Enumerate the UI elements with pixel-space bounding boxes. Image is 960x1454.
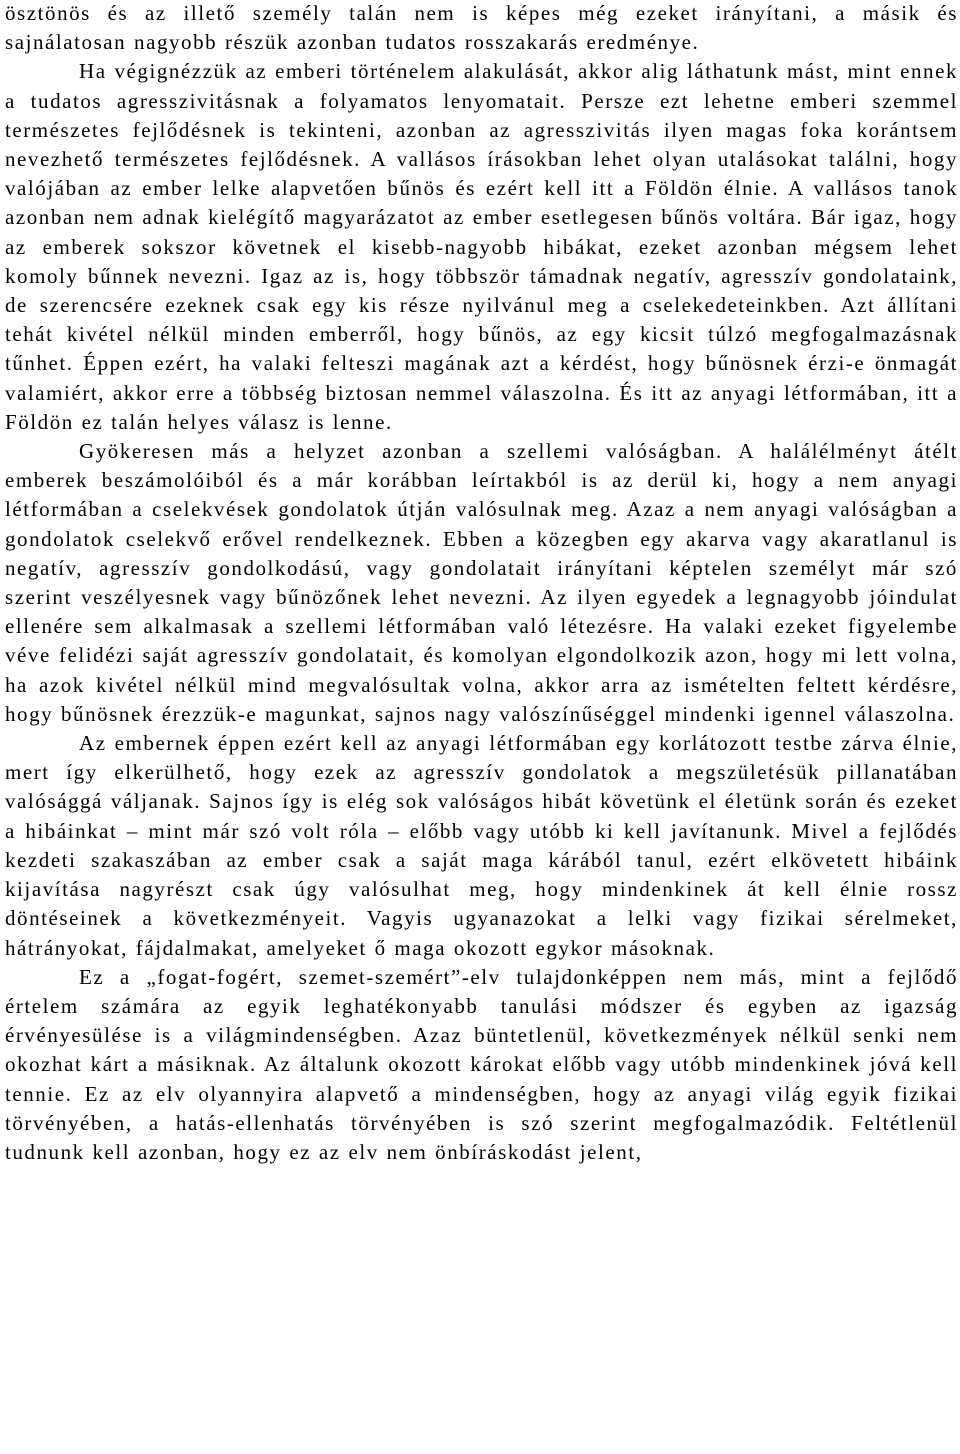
document-page: [5, 0, 958, 1167]
paragraph-2: Ha végignézzük az emberi történelem alakulását, akkor alig láthatunk mást, mint ennek a tudatos agresszivitásnak a folyamatos lenyomatait. Persze ezt lehetne emberi szemmel természetes fejlődésnek is tekinteni, azonban az agresszivitás ilyen magas foka korántsem nevezhető természetes fejlődésnek. A vallásos írásokban lehet olyan utalásokat találni, hogy valójában az ember lelke alapvetően bűnös és ezért kell itt a Földön élnie. A vallásos tanok azonban nem adnak kielégítő magyarázatot az ember esetlegesen bűnös voltára. Bár igaz, hogy az emberek sokszor követnek el kisebb-nagyobb hibákat, ezeket azonban mégsem lehet komoly bűnnek nevezni. Igaz az is, hogy többször támadnak negatív, agresszív gondolataink, de szerencsére ezeknek csak egy kis része nyilvánul meg a cselekedeteinkben. Azt állítani tehát kivétel nélkül minden emberről, hogy bűnös, az egy kicsit túlzó megfogalmazásnak tűnhet. Éppen ezért, ha valaki felteszi magának azt a kérdést, hogy bűnösnek érzi-e önmagát valamiért, akkor erre a többség biztosan nemmel válaszolna. És itt az anyagi létformában, itt a Földön ez talán helyes válasz is lenne.: [5, 59, 958, 434]
paragraph-5: Ez a „fogat-fogért, szemet-szemért”-elv tulajdonképpen nem más, mint a fejlődő értelem számára az egyik leghatékonyabb tanulási módszer és egyben az igazság érvényesülése is a világmindenségben. Azaz büntetlenül, következmények nélkül senki nem okozhat kárt a másiknak. Az általunk okozott károkat előbb vagy utóbb mindenkinek jóvá kell tennie. Ez az elv olyannyira alapvető a mindenségben, hogy az anyagi világ egyik fizikai törvényében, a hatás-ellenhatás törvényében is szó szerint megfogalmazódik. Feltétlenül tudnunk kell azonban, hogy ez az elv nem önbíráskodást jelent,: [5, 964, 958, 1164]
paragraph-4: Az embernek éppen ezért kell az anyagi létformában egy korlátozott testbe zárva élnie, mert így elkerülhető, hogy ezek az agresszív gondolatok a megszületésük pillanatában valósággá váljanak. Sajnos így is elég sok valóságos hibát követünk el életünk során és ezeket a hibáinkat – mint már szó volt róla – előbb vagy utóbb ki kell javítanunk. Mivel a fejlődés kezdeti szakaszában az ember csak a saját maga kárából tanul, ezért elkövetett hibáink kijavítása nagyrészt csak úgy valósulhat meg, hogy mindenkinek át kell élnie rossz döntéseinek a következményeit. Vagyis ugyanazokat a lelki vagy fizikai sérelmeket, hátrányokat, fájdalmakat, amelyeket ő maga okozott egykor másoknak.: [5, 731, 958, 960]
paragraph-1: ösztönös és az illető személy talán nem is képes még ezeket irányítani, a másik és sajnálatosan nagyobb részük azonban tudatos rosszakarás eredménye.: [5, 1, 958, 55]
paragraph-3: Gyökeresen más a helyzet azonban a szellemi valóságban. A halálélményt átélt emberek beszámolóiból és a már korábban leírtakból is az derül ki, hogy a nem anyagi létformában a cselekvések gondolatok útján valósulnak meg. Azaz a nem anyagi valóságban a gondolatok cselekvő erővel rendelkeznek. Ebben a közegben egy akarva vagy akaratlanul is negatív, agresszív gondolkodású, vagy gondolatait irányítani képtelen személyt már szó szerint veszélyesnek vagy bűnözőnek lehet nevezni. Az ilyen egyedek a legnagyobb jóindulat ellenére sem alkalmasak a szellemi létformában való létezésre. Ha valaki ezeket figyelembe véve felidézi saját agresszív gondolatait, és komolyan elgondolkozik azon, hogy mi lett volna, ha azok kivétel nélkül mind megvalósultak volna, akkor arra az ismételten feltett kérdésre, hogy bűnösnek érezzük-e magunkat, sajnos nagy valószínűséggel mindenki igennel válaszolna.: [5, 439, 958, 726]
